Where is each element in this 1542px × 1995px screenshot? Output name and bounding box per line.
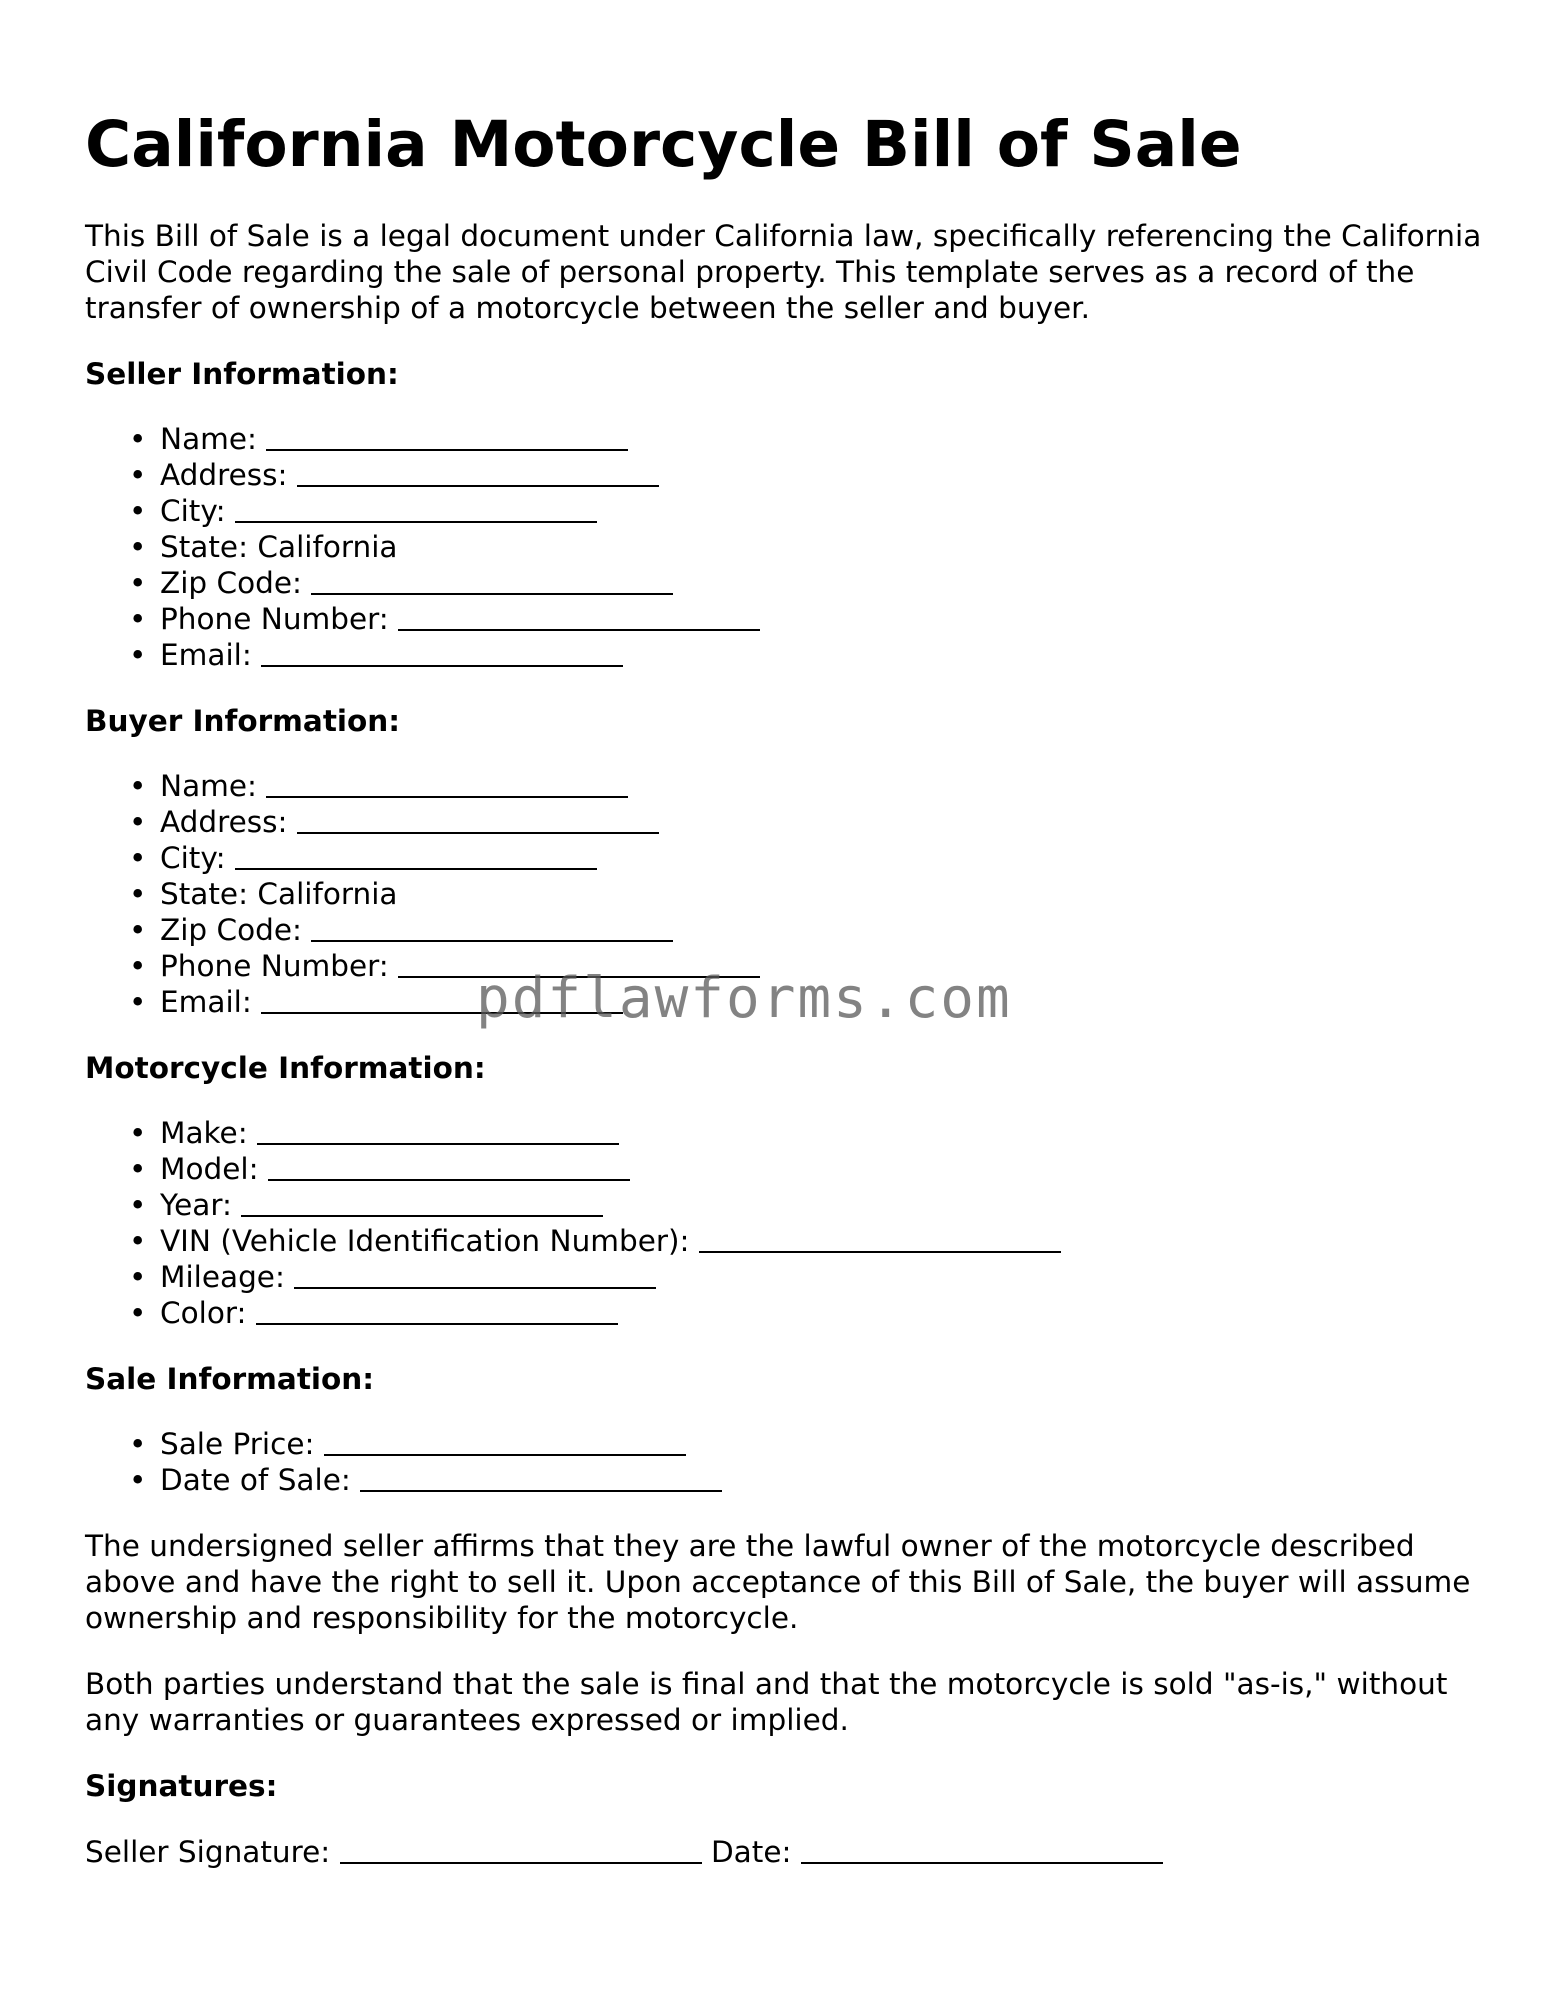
buyer-zip-field (160, 912, 1485, 948)
motorcycle-vin-field (160, 1223, 1485, 1259)
seller-phone-blank[interactable] (398, 601, 760, 631)
field-label: Date of Sale: (160, 1463, 351, 1497)
field-label: Zip Code: (160, 913, 302, 947)
motorcycle-year-blank[interactable] (241, 1187, 603, 1217)
motorcycle-make-field (160, 1115, 1485, 1151)
signature-date-blank[interactable] (801, 1834, 1163, 1864)
seller-name-blank[interactable] (266, 421, 628, 451)
seller-name-field (160, 421, 1485, 457)
sale-fields (85, 1426, 1485, 1498)
seller-signature-blank[interactable] (340, 1834, 702, 1864)
buyer-state-field (160, 876, 1485, 912)
field-label: Color: (160, 1296, 247, 1330)
seller-address-blank[interactable] (297, 457, 659, 487)
field-label: Address: (160, 458, 288, 492)
field-label: City: (160, 841, 226, 875)
motorcycle-model-blank[interactable] (268, 1151, 630, 1181)
sale-heading: Sale Information: (85, 1362, 375, 1396)
as-is-paragraph: Both parties understand that the sale is final and that the motorcycle is sold "as-is," without any warranties or guarantees expressed or implied. (85, 1667, 1448, 1737)
field-label: Email: (160, 638, 252, 672)
field-label: Email: (160, 985, 252, 1019)
field-label: State: California (160, 877, 398, 911)
field-label: Name: (160, 769, 257, 803)
motorcycle-mileage-field (160, 1259, 1485, 1295)
seller-address-field (160, 457, 1485, 493)
seller-section (85, 356, 1485, 673)
field-label: VIN (Vehicle Identification Number): (160, 1224, 690, 1258)
signatures-heading: Signatures: (85, 1769, 278, 1803)
field-label: Address: (160, 805, 288, 839)
seller-zip-blank[interactable] (311, 565, 673, 595)
seller-state-field (160, 529, 1485, 565)
buyer-address-blank[interactable] (297, 804, 659, 834)
buyer-city-blank[interactable] (235, 840, 597, 870)
seller-fields (85, 421, 1485, 673)
field-label: Year: (160, 1188, 232, 1222)
motorcycle-color-blank[interactable] (256, 1295, 618, 1325)
sale-price-field (160, 1426, 1485, 1462)
field-label: Model: (160, 1152, 259, 1186)
field-label: Phone Number: (160, 949, 389, 983)
field-label: Name: (160, 422, 257, 456)
motorcycle-vin-blank[interactable] (699, 1223, 1061, 1253)
field-label: State: California (160, 530, 398, 564)
seller-phone-field (160, 601, 1485, 637)
buyer-city-field (160, 840, 1485, 876)
seller-signature-label: Seller Signature: (85, 1835, 331, 1869)
buyer-name-blank[interactable] (266, 768, 628, 798)
buyer-heading: Buyer Information: (85, 704, 401, 738)
field-label: Zip Code: (160, 566, 302, 600)
sale-date-field (160, 1462, 1485, 1498)
document-title: California Motorcycle Bill of Sale (85, 108, 1242, 181)
buyer-zip-blank[interactable] (311, 912, 673, 942)
sale-price-blank[interactable] (324, 1426, 686, 1456)
field-label: Sale Price: (160, 1427, 315, 1461)
field-label: City: (160, 494, 226, 528)
motorcycle-color-field (160, 1295, 1485, 1331)
seller-heading: Seller Information: (85, 357, 399, 391)
motorcycle-section (85, 1050, 1485, 1331)
sale-section (85, 1361, 1485, 1498)
motorcycle-fields (85, 1115, 1485, 1331)
field-label: Mileage: (160, 1260, 285, 1294)
document-body (85, 218, 1485, 1870)
motorcycle-make-blank[interactable] (257, 1115, 619, 1145)
buyer-address-field (160, 804, 1485, 840)
signature-date-label: Date: (710, 1835, 792, 1869)
field-label: Phone Number: (160, 602, 389, 636)
buyer-name-field (160, 768, 1485, 804)
motorcycle-year-field (160, 1187, 1485, 1223)
watermark-text: pdflawforms.com (476, 966, 1012, 1031)
seller-zip-field (160, 565, 1485, 601)
motorcycle-model-field (160, 1151, 1485, 1187)
intro-paragraph: This Bill of Sale is a legal document under California law, specifically referencing the California Civil Code regarding the sale of personal property. This template serves as a record of the transfer of ownership of a motorcycle between the seller and buyer. (85, 219, 1482, 325)
affirmation-paragraph: The undersigned seller affirms that they are the lawful owner of the motorcycle described above and have the right to sell it. Upon acceptance of this Bill of Sale, the buyer will assume ownership and responsibility for the motorcycle. (85, 1529, 1471, 1635)
seller-city-field (160, 493, 1485, 529)
sale-date-blank[interactable] (360, 1462, 722, 1492)
field-label: Make: (160, 1116, 248, 1150)
seller-email-blank[interactable] (261, 637, 623, 667)
seller-city-blank[interactable] (235, 493, 597, 523)
seller-signature-line (85, 1834, 1485, 1870)
motorcycle-mileage-blank[interactable] (294, 1259, 656, 1289)
signatures-section (85, 1768, 1485, 1870)
seller-email-field (160, 637, 1485, 673)
motorcycle-heading: Motorcycle Information: (85, 1051, 486, 1085)
